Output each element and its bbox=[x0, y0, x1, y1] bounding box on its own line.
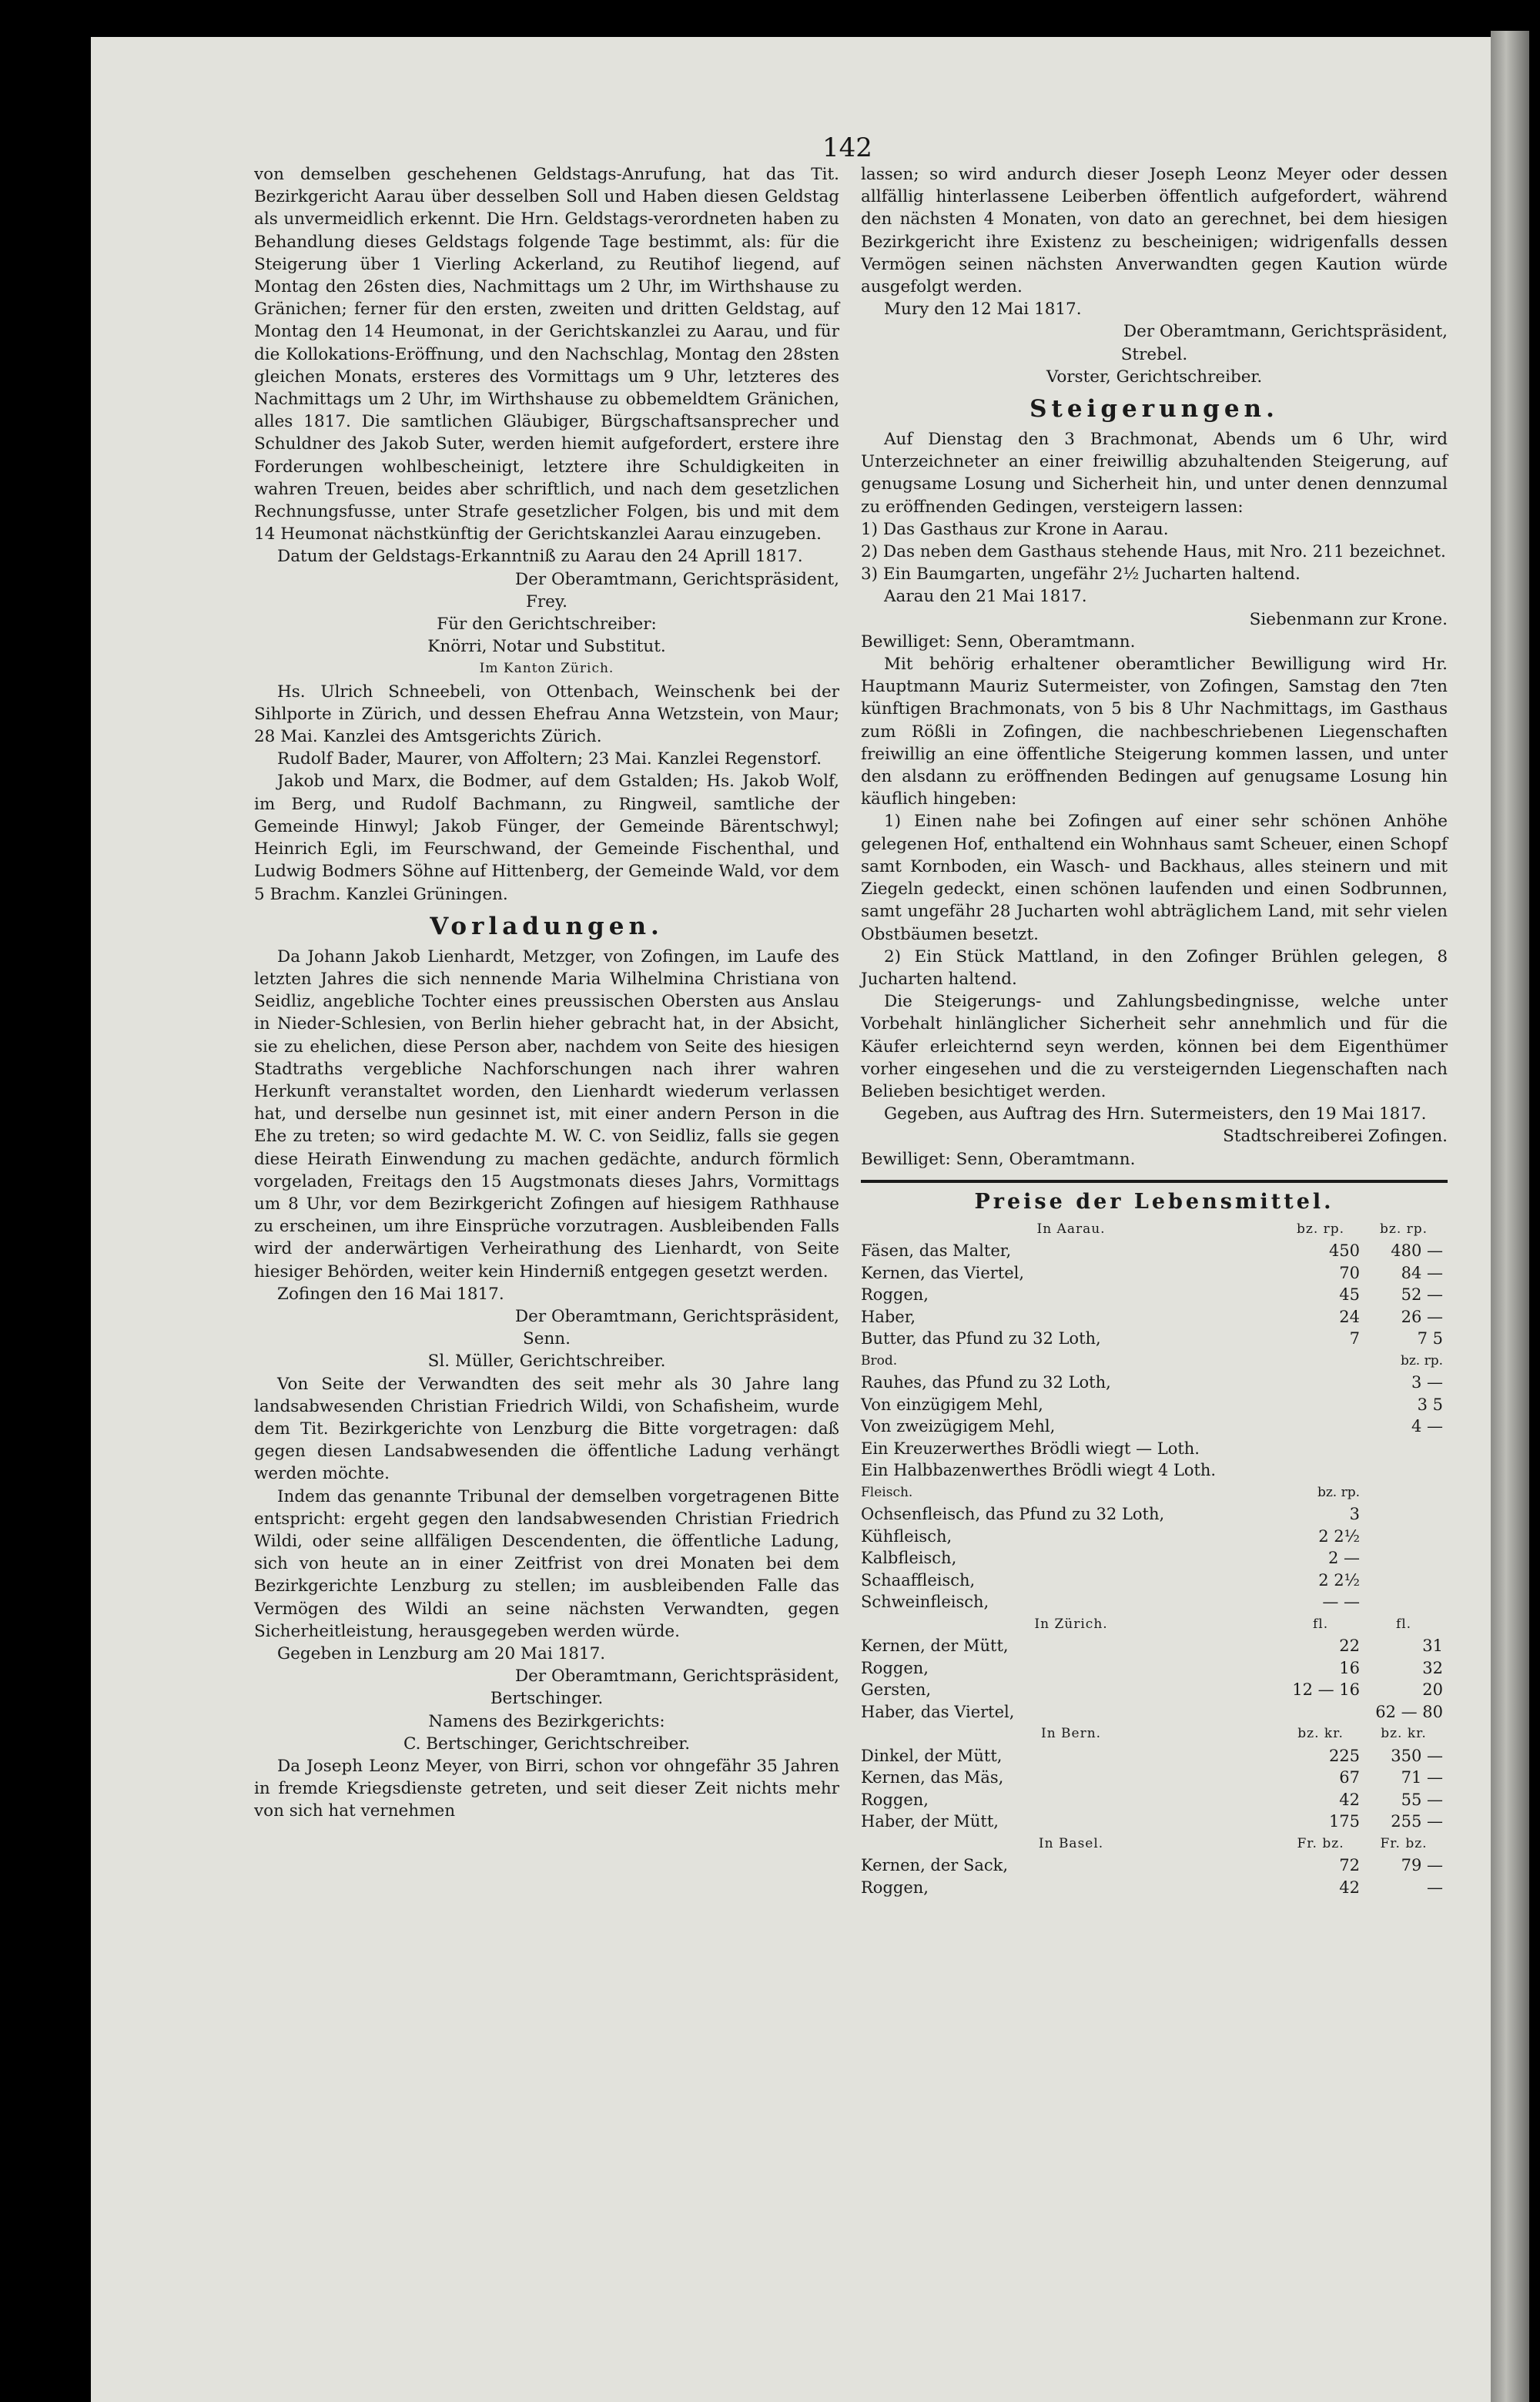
signature-name: Frey. bbox=[525, 591, 568, 611]
auction-item: 1) Einen nahe bei Zofingen auf einer sehr schönen Anhöhe gelegenen Hof, enthaltend ein Wohnhaus samt Scheuer, einen Schopf samt Kornboden, ein Wasch- und Backhaus, alles steinern und mit Ziegeln gedeckt, einen schönen laufenden und einen Sodbrunnen, samt ungefähr 28 Jucharten wohl abträglichem Land, mit sehr vielen Obstbäumen besetzt. bbox=[861, 812, 1448, 944]
summons-date: Gegeben in Lenzburg am 20 Mai 1817. bbox=[277, 1644, 606, 1663]
price-value: 350 — bbox=[1391, 1746, 1443, 1765]
price-item-label: Haber, der Mütt, bbox=[861, 1812, 999, 1831]
price-unit-header: bz. kr. bbox=[1381, 1726, 1427, 1742]
summons-paragraph: Von Seite der Verwandten des seit mehr als 30 Jahre lang landsabwesenden Christian Friedrich Wildi, von Schafisheim, wurde dem Tit. Bezirkgerichte von Lenzburg die Bitte vorgetragen: daß gegen diesen Landsabwesenden die öffentliche Ladung verhängt werden möchte. bbox=[254, 1374, 839, 1484]
price-value: 20 bbox=[1422, 1680, 1443, 1700]
approval-line: Bewilliget: Senn, Oberamtmann. bbox=[861, 631, 1136, 652]
signature-line: Für den Gerichtschreiber: bbox=[437, 615, 657, 635]
price-value bbox=[1281, 1701, 1364, 1724]
price-value: 4 — bbox=[1411, 1417, 1443, 1436]
price-row bbox=[861, 1328, 1448, 1350]
price-value: 62 — 80 bbox=[1375, 1702, 1443, 1721]
price-value bbox=[1364, 1526, 1448, 1548]
price-section-label: In Basel. bbox=[1038, 1835, 1104, 1851]
auction-date: Aarau den 21 Mai 1817. bbox=[884, 587, 1087, 607]
summons-paragraph: Da Johann Jakob Lienhardt, Metzger, von Zofingen, im Laufe des letzten Jahres die sich nennende Maria Wilhelmina Christiana von Seidliz, angebliche Tochter eines preussischen Obersten aus Anslau in Nieder-Schlesien, von Berlin hieher gebracht hat, in der Absicht, sie zu ehelichen, diese Person aber, nachdem von Seite des hiesigen Stadtraths vergebliche Nachforschungen nach ihrer wahren Herkunft veranstaltet worden, den Lienhardt wiederum verlassen hat, und derselbe nun gesinnet ist, mit einer andern Person in die Ehe zu treten; so wird gedachte M. W. C. von Seidliz, falls sie gegen diese Heirath Einwendung zu machen gedächte, andurch förmlich vorgeladen, Freitags den 15 Augstmonats dieses Jahrs, Vormittags um 8 Uhr, vor dem Bezirkgericht Zofingen auf hiesigem Rathhause zu erscheinen, um ihre Einsprüche vorzutragen. Ausbleibenden Falls wird der anderwärtigen Verheirathung des Lienhardt, von Seite hiesiger Behörden, weiter kein Hinderniß entgegen gesetzt werden. bbox=[254, 946, 839, 1281]
price-item-label: Ein Kreuzerwerthes Brödli wiegt — Loth. bbox=[861, 1439, 1200, 1458]
price-unit-header: Fr. bz. bbox=[1297, 1835, 1344, 1851]
summons-paragraph: lassen; so wird andurch dieser Joseph Leonz Meyer oder dessen allfällig hinterlassene Leiberben öffentlich aufgefordert, während den nächsten 4 Monaten, von dato an gerechnet, bei dem hiesigen Bezirkgericht ihre Existenz zu bescheinigen; widrigenfalls dessen Vermögen seinen nächsten Anverwandten gegen Kaution würde ausgefolgt werden. bbox=[861, 165, 1448, 297]
notice-paragraph: Hs. Ulrich Schneebeli, von Ottenbach, Weinschenk bei der Sihlporte in Zürich, und dessen Ehefrau Anna Wetzstein, von Maur; 28 Mai. Kanzlei des Amtsgerichts Zürich. bbox=[254, 682, 839, 747]
price-value: 55 — bbox=[1401, 1790, 1443, 1809]
price-value: 7 bbox=[1349, 1329, 1361, 1348]
price-value: 42 bbox=[1339, 1790, 1361, 1809]
price-item-label: Schaaffleisch, bbox=[861, 1570, 976, 1590]
price-row bbox=[861, 1372, 1448, 1394]
price-value: 24 bbox=[1339, 1307, 1361, 1326]
price-value: 26 — bbox=[1401, 1307, 1443, 1326]
price-section-label: In Bern. bbox=[1040, 1726, 1102, 1742]
price-item-label: Kernen, das Viertel, bbox=[861, 1263, 1025, 1282]
price-value: 3 5 bbox=[1417, 1395, 1443, 1414]
auction-item: 3) Ein Baumgarten, ungefähr 2½ Jucharten haltend. bbox=[861, 564, 1301, 585]
price-row bbox=[861, 1679, 1448, 1701]
auction-paragraph: Die Steigerungs- und Zahlungsbedingnisse, welche unter Vorbehalt hinlänglicher Sicherheit sehr annehmlich und für die Käufer erleichternd seyn werden, können bei dem Eigenthümer vorher eingesehen und die zu versteigernden Liegenschaften nach Belieben besichtiget werden. bbox=[861, 992, 1448, 1101]
notice-paragraph: Jakob und Marx, die Bodmer, auf dem Gstalden; Hs. Jakob Wolf, im Berg, und Rudolf Bachmann, zu Ringweil, samtliche der Gemeinde Hinwyl; Jakob Fünger, der Gemeinde Bärentschwyl; Heinrich Egli, im Feurschwand, der Gemeinde Fischenthal, und Ludwig Bodmers Söhne auf Hittenberg, der Gemeinde Wald, vor dem 5 Brachm. Kanzlei Grüningen. bbox=[254, 772, 839, 904]
price-unit-header: fl. bbox=[1395, 1616, 1412, 1632]
price-value: 70 bbox=[1339, 1263, 1361, 1282]
price-item-label: Kernen, das Mäs, bbox=[861, 1768, 1004, 1787]
price-row bbox=[861, 1570, 1448, 1592]
price-unit-header: fl. bbox=[1312, 1616, 1329, 1632]
signature-name: Strebel. bbox=[1120, 344, 1188, 364]
notice-paragraph: Rudolf Bader, Maurer, von Affoltern; 23 Mai. Kanzlei Regenstorf. bbox=[277, 749, 822, 769]
price-value: — — bbox=[1322, 1593, 1361, 1612]
price-item-label: Kernen, der Sack, bbox=[861, 1856, 1009, 1875]
price-section-row bbox=[861, 1833, 1448, 1855]
price-section-row bbox=[861, 1482, 1448, 1504]
price-value: 2 2½ bbox=[1318, 1526, 1361, 1546]
price-row bbox=[861, 1415, 1448, 1438]
price-value bbox=[1364, 1438, 1448, 1460]
price-row bbox=[861, 1262, 1448, 1285]
signature-line: Der Oberamtmann, Gerichtspräsident, bbox=[514, 569, 839, 589]
price-item-label: Von einzügigem Mehl, bbox=[861, 1395, 1043, 1414]
price-item-label: Kernen, der Mütt, bbox=[861, 1637, 1009, 1656]
price-row bbox=[861, 1811, 1448, 1833]
price-item-label: Haber, das Viertel, bbox=[861, 1702, 1015, 1721]
signature-name: Sl. Müller, Gerichtschreiber. bbox=[427, 1352, 666, 1372]
price-value: 52 — bbox=[1401, 1285, 1443, 1305]
price-row bbox=[861, 1306, 1448, 1328]
price-section-label: Fleisch. bbox=[861, 1484, 913, 1500]
price-unit-header bbox=[1281, 1350, 1364, 1372]
price-value bbox=[1364, 1591, 1448, 1613]
price-value: 480 — bbox=[1391, 1241, 1443, 1261]
price-item-label: Haber, bbox=[861, 1307, 916, 1326]
price-value: 255 — bbox=[1391, 1812, 1443, 1831]
price-value: 16 bbox=[1339, 1658, 1361, 1677]
price-row bbox=[861, 1240, 1448, 1262]
section-heading-steigerungen: Steigerungen. bbox=[1029, 395, 1279, 424]
geldstag-text: von demselben geschehenen Geldstags-Anrufung, hat das Tit. Bezirkgericht Aarau über desselben Soll und Haben diesen Geldstag als unvermeidlich erkennt. Die Hrn. Geldstags-verordneten haben zu Behandlung dieses Geldstags folgende Tage bestimmt, als: für die Steigerung über 1 Vierling Ackerland, zu Reutihof liegend, auf Montag den 26sten dies, Nachmittags um 2 Uhr, im Wirthshause zu Gränichen; ferner für den ersten, zweiten und dritten Geldstag, auf Montag den 14 Heumonat, in der Gerichtskanzlei zu Aarau, und für die Kollokations-Eröffnung, und den Nachschlag, Montag den 28sten gleichen Monats, ersteres des Vormittags um 9 Uhr, letzteres des Nachmittags um 2 Uhr, im Wirthshause zu obbemeldtem Gränichen, alles 1817. Die samtlichen Gläubiger, Bürgschaftsansprecher und Schuldner des Jakob Suter, werden hiemit aufgefordert, erstere ihre Forderungen wohlbescheinigt, letztere ihre Schuldigkeiten in wahren Treuen, beides aber schriftlich, und nach dem gesetzlichen Rechnungsfusse, unter Strafe gesetzlicher Folgen, bis und mit dem 14 Heumonat nächstkünftig der Gerichtskanzlei Aarau einzugeben. bbox=[254, 165, 839, 544]
price-value: 22 bbox=[1339, 1637, 1361, 1656]
price-row bbox=[861, 1526, 1448, 1548]
price-unit-header: bz. rp. bbox=[1297, 1221, 1345, 1237]
price-item-label: Roggen, bbox=[861, 1878, 929, 1897]
signature-name: C. Bertschinger, Gerichtschreiber. bbox=[403, 1734, 691, 1754]
price-row bbox=[861, 1767, 1448, 1789]
summons-paragraph: Da Joseph Leonz Meyer, von Birri, schon vor ohngefähr 35 Jahren in fremde Kriegsdienste getreten, und seit dieser Zeit nichts mehr von sich hat vernehmen bbox=[254, 1757, 839, 1821]
price-row bbox=[861, 1459, 1448, 1482]
price-value: 84 — bbox=[1401, 1263, 1443, 1282]
price-item-label: Butter, das Pfund zu 32 Loth, bbox=[861, 1329, 1101, 1348]
price-value: 42 bbox=[1339, 1878, 1361, 1897]
price-row bbox=[861, 1394, 1448, 1416]
price-value: 3 — bbox=[1411, 1373, 1443, 1392]
price-row bbox=[861, 1701, 1448, 1724]
price-item-label: Roggen, bbox=[861, 1790, 929, 1809]
price-item-label: Fäsen, das Malter, bbox=[861, 1241, 1012, 1261]
price-item-label: Dinkel, der Mütt, bbox=[861, 1746, 1003, 1765]
price-row bbox=[861, 1854, 1448, 1877]
left-column bbox=[254, 163, 839, 1823]
price-value bbox=[1281, 1415, 1364, 1438]
price-row bbox=[861, 1547, 1448, 1570]
signature-line: Der Oberamtmann, Gerichtspräsident, bbox=[514, 1667, 839, 1687]
price-section-label: In Aarau. bbox=[1036, 1221, 1106, 1237]
section-heading-prices: Preise der Lebensmittel. bbox=[974, 1189, 1334, 1214]
canton-heading: Im Kanton Zürich. bbox=[479, 661, 614, 677]
price-section-row bbox=[861, 1613, 1448, 1636]
price-value: 45 bbox=[1339, 1285, 1361, 1305]
price-unit-header: bz. rp. bbox=[1317, 1484, 1361, 1500]
signature-name: Senn. bbox=[523, 1329, 571, 1349]
price-value bbox=[1281, 1438, 1364, 1460]
price-value: 2 — bbox=[1327, 1549, 1361, 1568]
price-row bbox=[861, 1284, 1448, 1306]
price-item-label: Rauhes, das Pfund zu 32 Loth, bbox=[861, 1373, 1111, 1392]
signature-name: Bertschinger. bbox=[490, 1689, 604, 1709]
signature-name: Siebenmann zur Krone. bbox=[1249, 609, 1448, 629]
summons-date: Mury den 12 Mai 1817. bbox=[884, 300, 1082, 320]
price-item-label: Kalbfleisch, bbox=[861, 1549, 957, 1568]
price-unit-header bbox=[1364, 1482, 1448, 1504]
right-column bbox=[861, 163, 1448, 1898]
price-value: 2 2½ bbox=[1318, 1570, 1361, 1590]
summons-date: Zofingen den 16 Mai 1817. bbox=[277, 1284, 504, 1304]
auction-date: Gegeben, aus Auftrag des Hrn. Sutermeisters, den 19 Mai 1817. bbox=[884, 1104, 1427, 1124]
price-value: 31 bbox=[1422, 1637, 1443, 1656]
auction-paragraph: Auf Dienstag den 3 Brachmonat, Abends um 6 Uhr, wird Unterzeichneter an einer freiwillig abzuhaltenden Steigerung, auf genugsame Losung und Sicherheit hin, und unter denen dennzumal zu eröffnenden Gedingen, versteigern lassen: bbox=[861, 430, 1448, 517]
price-value bbox=[1364, 1570, 1448, 1592]
price-value bbox=[1364, 1547, 1448, 1570]
signature-name: Knörri, Notar und Substitut. bbox=[427, 637, 666, 657]
price-row bbox=[861, 1877, 1448, 1899]
auction-item: 2) Ein Stück Mattland, in den Zofinger Brühlen gelegen, 8 Jucharten haltend. bbox=[861, 946, 1448, 989]
auction-item: 2) Das neben dem Gasthaus stehende Haus, mit Nro. 211 bezeichnet. bbox=[861, 542, 1446, 562]
signature-line: Der Oberamtmann, Gerichtspräsident, bbox=[1123, 322, 1448, 342]
price-value: 71 — bbox=[1401, 1768, 1443, 1787]
price-item-label: Roggen, bbox=[861, 1285, 929, 1305]
price-section-row bbox=[861, 1350, 1448, 1372]
signature-line: Der Oberamtmann, Gerichtspräsident, bbox=[514, 1306, 839, 1326]
price-value: 12 — 16 bbox=[1292, 1680, 1361, 1700]
summons-paragraph: Indem das genannte Tribunal der demselben vorgetragenen Bitte entspricht: ergeht gegen den landsabwesenden Christian Friedrich Wildi, oder seine allfäligen Descendenten, die öffentliche Ladung, sich von heute an in einer Zeitfrist von drei Monaten bei dem Bezirkgerichte Lenzburg zu stellen; im ausbleibenden Falle das Vermögen des Wildi an seine nächsten Verwandten, gegen Sicherheitleistung, herausgegeben werden würde. bbox=[254, 1486, 839, 1641]
auction-item: 1) Das Gasthaus zur Krone in Aarau. bbox=[861, 519, 1169, 539]
price-row bbox=[861, 1745, 1448, 1767]
price-value bbox=[1281, 1372, 1364, 1394]
price-value: 7 5 bbox=[1417, 1329, 1443, 1348]
approval-line: Bewilliget: Senn, Oberamtmann. bbox=[861, 1149, 1136, 1169]
geldstag-date: Datum der Geldstags-Erkanntniß zu Aarau den 24 Aprill 1817. bbox=[277, 547, 803, 567]
signature-name: Vorster, Gerichtschreiber. bbox=[1046, 367, 1263, 387]
price-row bbox=[861, 1503, 1448, 1526]
price-row bbox=[861, 1657, 1448, 1680]
price-unit-header: bz. kr. bbox=[1297, 1726, 1344, 1742]
price-value: 225 bbox=[1328, 1746, 1361, 1765]
price-item-label: Ein Halbbazenwerthes Brödli wiegt 4 Loth. bbox=[861, 1461, 1217, 1480]
signature-line: Namens des Bezirkgerichts: bbox=[428, 1711, 665, 1731]
price-value: 67 bbox=[1339, 1768, 1361, 1787]
price-item-label: Von zweizügigem Mehl, bbox=[861, 1417, 1056, 1436]
section-divider bbox=[861, 1180, 1448, 1183]
price-value: — bbox=[1427, 1878, 1443, 1897]
page-number: 142 bbox=[822, 132, 872, 163]
price-row bbox=[861, 1438, 1448, 1460]
price-value: 32 bbox=[1422, 1658, 1443, 1677]
price-value: 3 bbox=[1349, 1505, 1361, 1524]
price-value: 175 bbox=[1328, 1812, 1361, 1831]
price-value bbox=[1281, 1459, 1364, 1482]
price-item-label: Schweinfleisch, bbox=[861, 1593, 989, 1612]
section-heading-vorladungen: Vorladungen. bbox=[430, 912, 664, 940]
price-table bbox=[861, 1218, 1448, 1899]
price-value bbox=[1281, 1394, 1364, 1416]
signature-name: Stadtschreiberei Zofingen. bbox=[1223, 1127, 1448, 1147]
price-unit-header: Fr. bz. bbox=[1380, 1835, 1428, 1851]
price-row bbox=[861, 1591, 1448, 1613]
auction-paragraph: Mit behörig erhaltener oberamtlicher Bewilligung wird Hr. Hauptmann Mauriz Sutermeister, von Zofingen, Samstag den 7ten künftigen Brachmonats, von 5 bis 8 Uhr Nachmittags, im Gasthaus zum Rößli in Zofingen, die nachbeschriebenen Liegenschaften freiwillig an eine öffentliche Steigerung kommen lassen, und unter den alsdann zu eröffnenden Bedingen auf genugsame Losung hin käuflich hingeben: bbox=[861, 655, 1448, 809]
price-item-label: Roggen, bbox=[861, 1658, 929, 1677]
price-value: 450 bbox=[1328, 1241, 1361, 1261]
price-unit-header: bz. rp. bbox=[1400, 1352, 1443, 1369]
price-section-label: In Zürich. bbox=[1034, 1616, 1108, 1632]
price-unit-header: bz. rp. bbox=[1379, 1221, 1428, 1237]
next-page-edge bbox=[1491, 31, 1529, 2402]
price-item-label: Ochsenfleisch, das Pfund zu 32 Loth, bbox=[861, 1505, 1165, 1524]
price-section-row bbox=[861, 1723, 1448, 1745]
price-value bbox=[1364, 1503, 1448, 1526]
price-item-label: Gersten, bbox=[861, 1680, 932, 1700]
price-row bbox=[861, 1635, 1448, 1657]
price-row bbox=[861, 1789, 1448, 1811]
price-value: 79 — bbox=[1401, 1856, 1443, 1875]
price-section-label: Brod. bbox=[861, 1352, 898, 1369]
price-value bbox=[1364, 1459, 1448, 1482]
price-value: 72 bbox=[1339, 1856, 1361, 1875]
price-section-row bbox=[861, 1218, 1448, 1241]
price-item-label: Kühfleisch, bbox=[861, 1526, 952, 1546]
